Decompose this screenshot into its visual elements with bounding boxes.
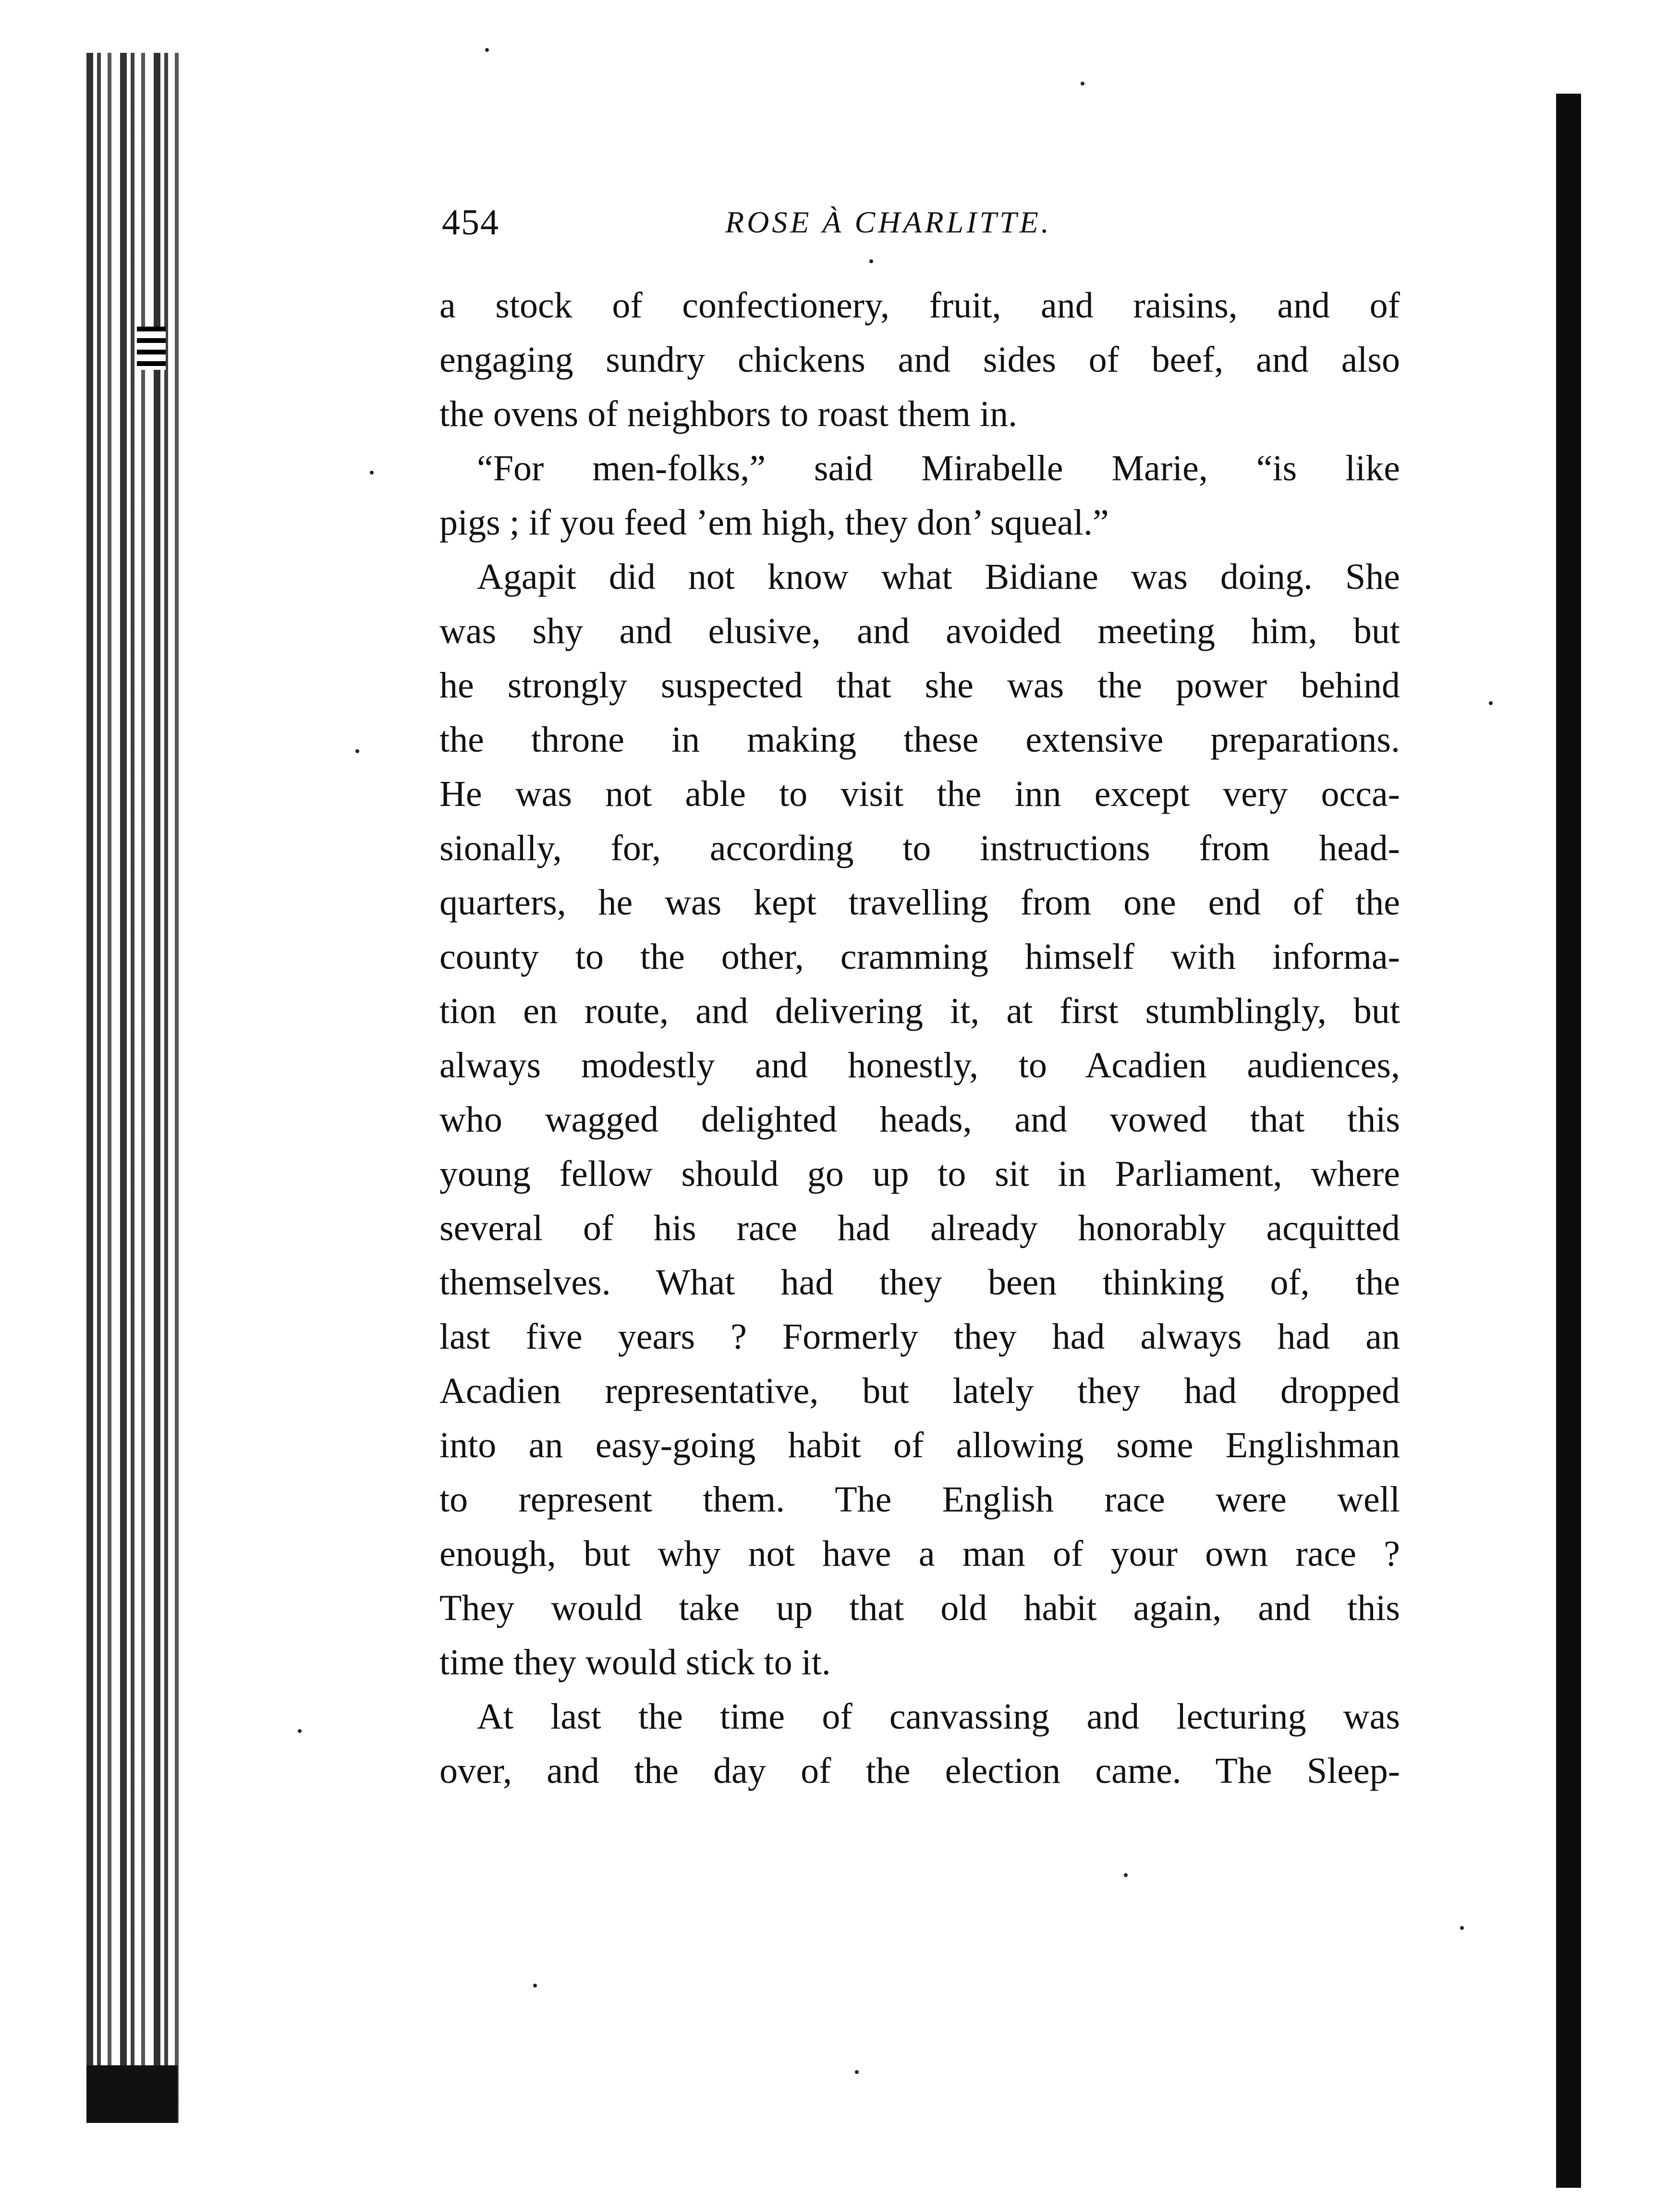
text-line: was shy and elusive, and avoided meeting him, but (439, 611, 1400, 651)
text-line: always modestly and honestly, to Acadien audiences, (439, 1045, 1400, 1085)
scan-speck (298, 1729, 302, 1733)
scan-edge-left-base (86, 2065, 178, 2123)
scan-speck (533, 1984, 537, 1988)
text-line: themselves. What had they been thinking of, the (439, 1262, 1400, 1303)
text-line: into an easy-going habit of allowing some Englishman (439, 1425, 1400, 1465)
scan-edge-right (1556, 94, 1581, 2188)
text-line: Acadien representative, but lately they had dropped (439, 1371, 1400, 1411)
text-line: to represent them. The English race were well (439, 1479, 1400, 1520)
text-line: They would take up that old habit again, and this (439, 1588, 1400, 1628)
text-line: quarters, he was kept travelling from one end of the (439, 882, 1400, 923)
text-line: enough, but why not have a man of your own race ? (439, 1534, 1400, 1574)
scan-speck (869, 259, 873, 263)
text-line: a stock of confectionery, fruit, and raisins, and of (439, 285, 1400, 326)
scan-speck (1124, 1873, 1128, 1877)
text-line: At last the time of canvassing and lecturing was (477, 1696, 1400, 1737)
text-line: who wagged delighted heads, and vowed that this (439, 1099, 1400, 1140)
text-line: last five years ? Formerly they had always had an (439, 1317, 1400, 1357)
text-line: “For men-folks,” said Mirabelle Marie, “is like (477, 448, 1400, 488)
text-line: over, and the day of the election came. The Sleep- (439, 1751, 1400, 1791)
scan-speck (485, 48, 489, 52)
text-line: pigs ; if you feed ’em high, they don’ squeal.” (439, 502, 1109, 543)
running-head: ROSE À CHARLITTE. (725, 205, 1052, 239)
scan-speck (355, 749, 359, 753)
page-number: 454 (442, 202, 499, 243)
scan-speck (855, 2070, 859, 2074)
scan-speck (1081, 82, 1084, 85)
text-line: time they would stick to it. (439, 1642, 831, 1683)
text-line: he strongly suspected that she was the power behind (439, 665, 1400, 706)
text-line: young fellow should go up to sit in Parliament, where (439, 1154, 1400, 1194)
text-line: Agapit did not know what Bidiane was doing. She (477, 557, 1400, 597)
text-line: the ovens of neighbors to roast them in. (439, 394, 1018, 434)
scan-speck (1489, 701, 1493, 705)
text-line: the throne in making these extensive preparations. (439, 719, 1400, 760)
text-line: sionally, for, according to instructions from head- (439, 828, 1400, 868)
text-line: tion en route, and delivering it, at first stumblingly, but (439, 991, 1400, 1031)
scan-speck (370, 471, 374, 475)
text-line: county to the other, cramming himself with informa- (439, 937, 1400, 977)
text-line: He was not able to visit the inn except very occa- (439, 774, 1400, 814)
text-line: several of his race had already honorably acquitted (439, 1208, 1400, 1248)
scan-edge-marks (137, 327, 166, 370)
text-line: engaging sundry chickens and sides of beef, and also (439, 340, 1400, 380)
page-header (442, 202, 1393, 255)
body-text (439, 279, 1400, 1798)
scan-speck (1460, 1926, 1464, 1930)
